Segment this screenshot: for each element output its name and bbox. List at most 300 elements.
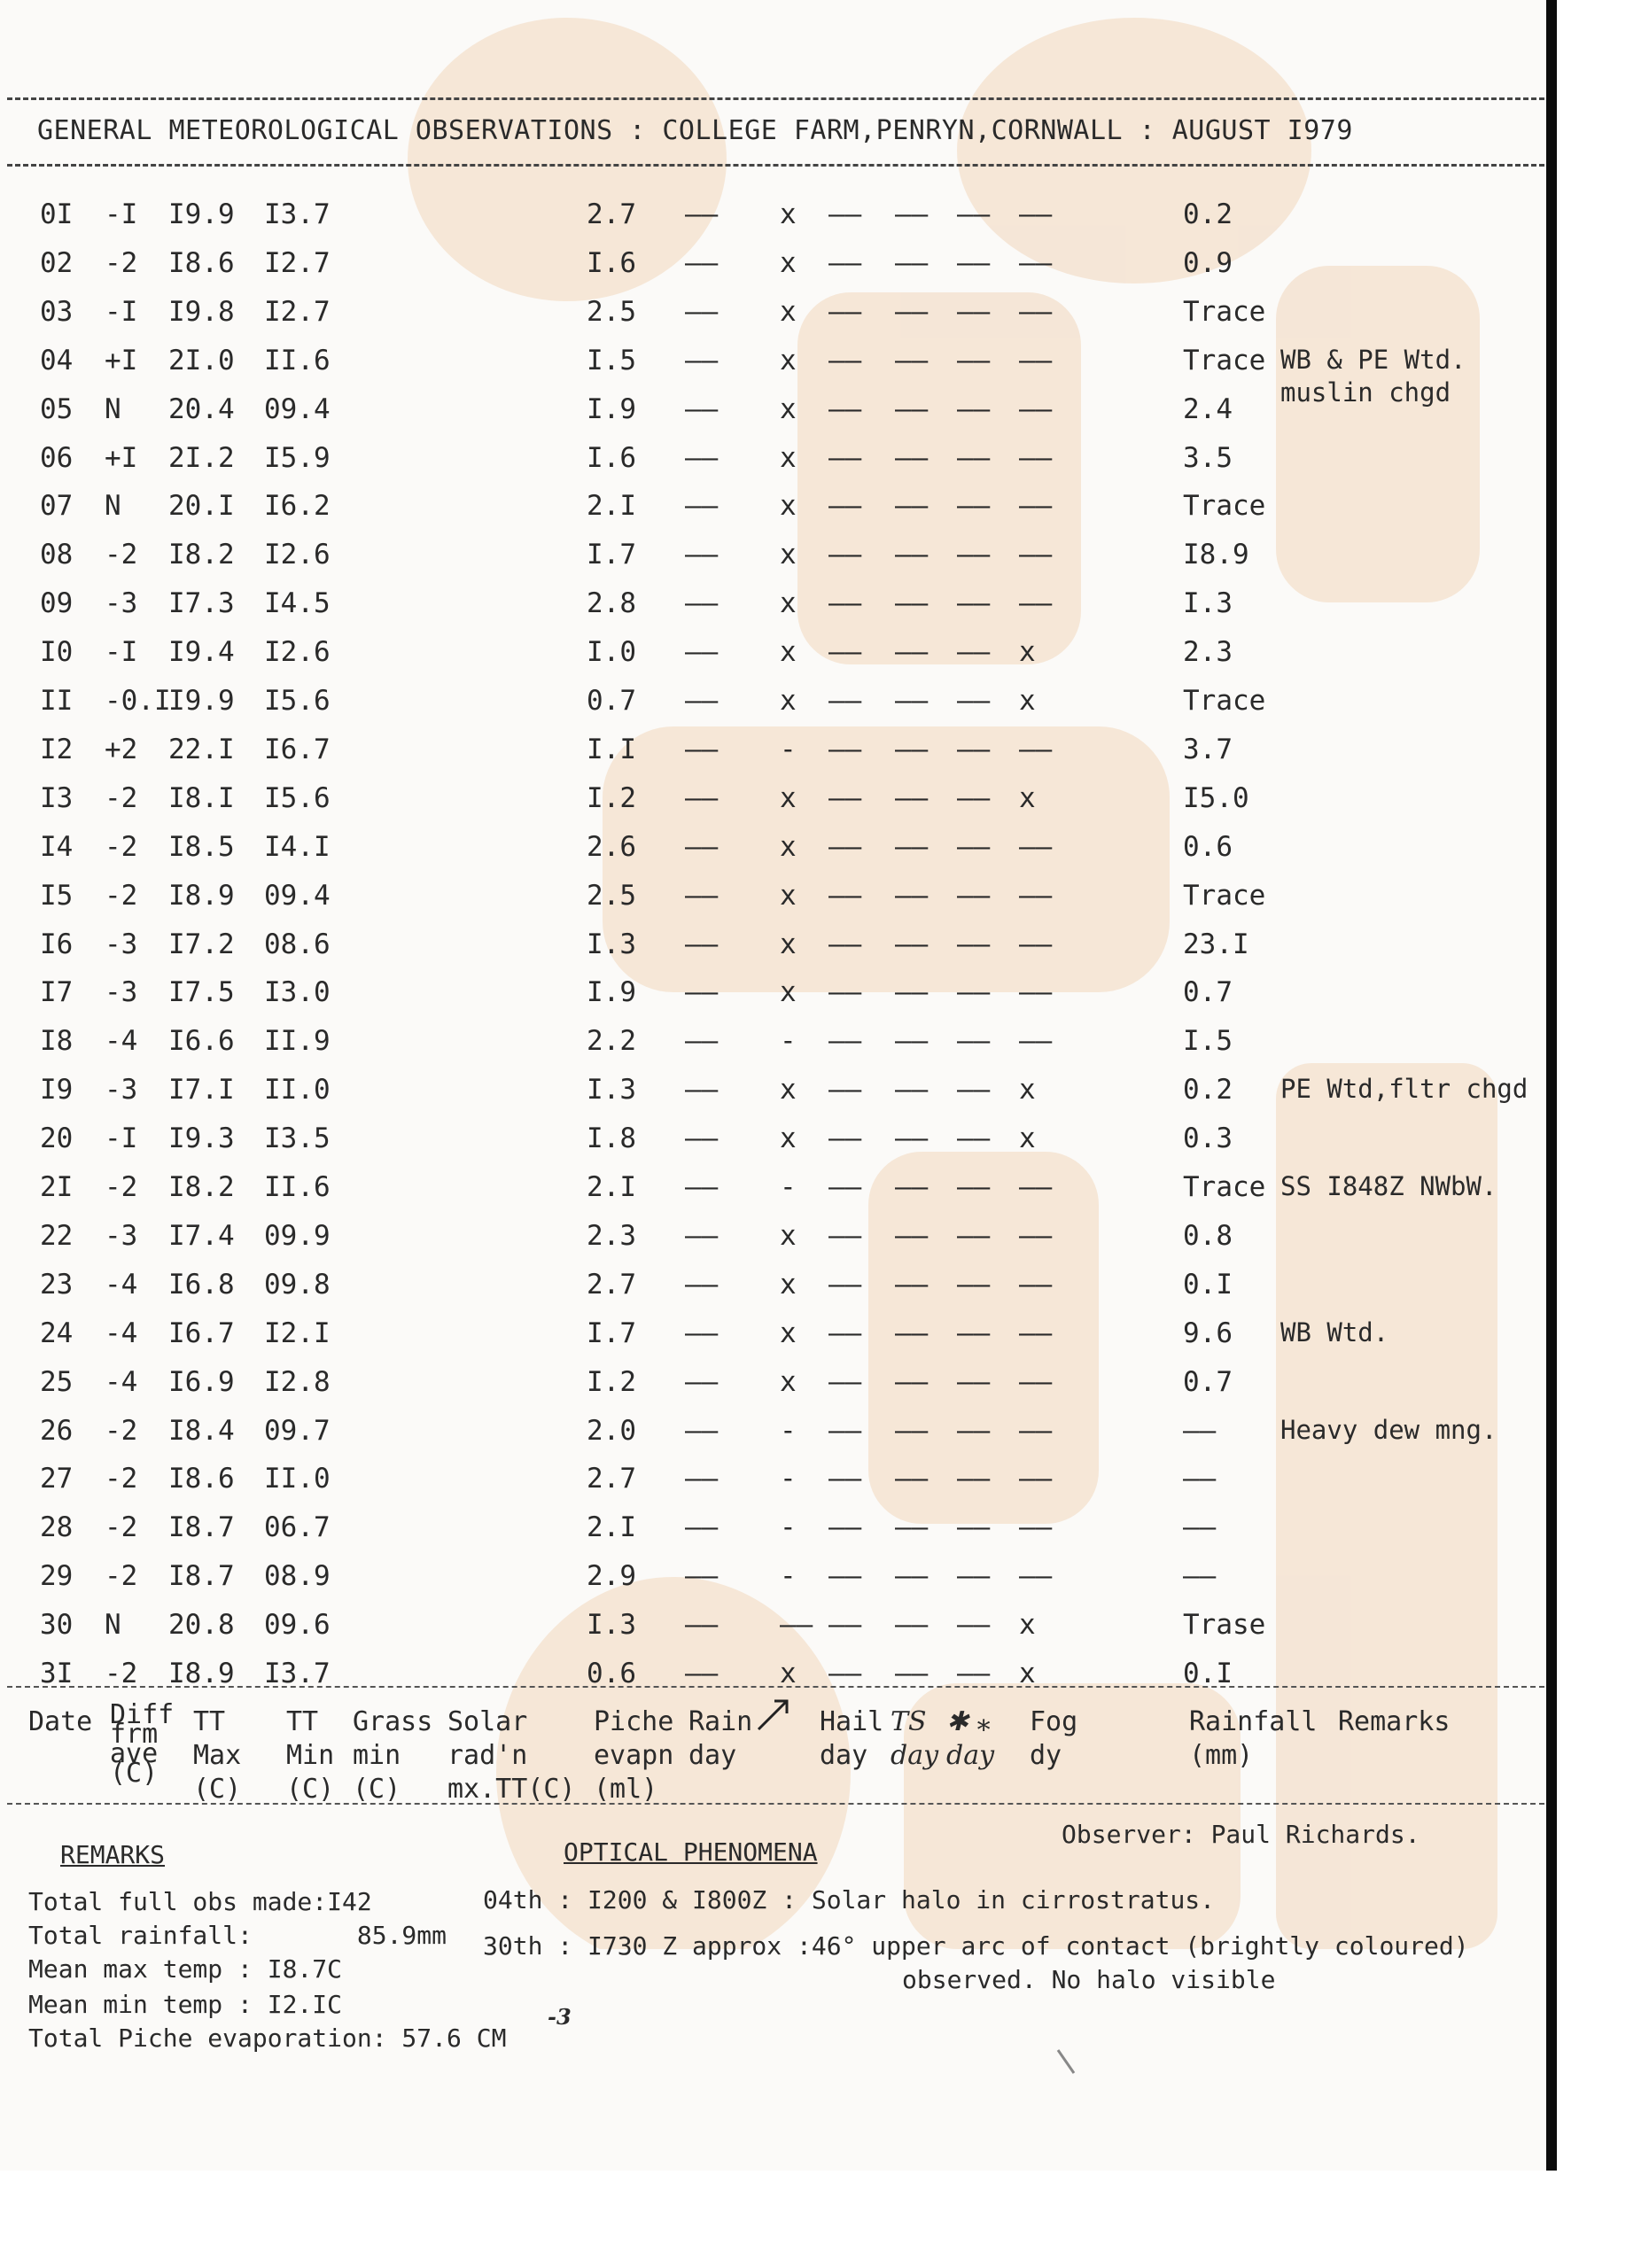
cell-hail: x: [780, 198, 797, 230]
cell-max: 20.I: [168, 490, 235, 523]
cell-fog: x: [1019, 1658, 1036, 1689]
cell-date: 24: [40, 1317, 74, 1349]
page-title: GENERAL METEOROLOGICAL OBSERVATIONS : COLLEGE FARM,PENRYN,CORNWALL : AUGUST I979: [37, 115, 1353, 146]
cell-rain: ——: [685, 1171, 719, 1203]
cell-hail: x: [780, 685, 797, 717]
cell-rain: ——: [685, 441, 719, 474]
cell-hail: x: [780, 587, 797, 620]
cell-rainfall: 2.4: [1183, 392, 1233, 425]
arrow-icon: [753, 1694, 793, 1734]
header-snow: ✱ ⁎ day: [946, 1706, 995, 1771]
cell-rainfall: ——: [1183, 1463, 1217, 1495]
header-diff: Diff frm ave (C): [110, 1699, 175, 1789]
cell-rain: ——: [685, 1268, 719, 1301]
cell-piche: 2.7: [587, 1268, 636, 1301]
cell-piche: I.3: [587, 1609, 636, 1642]
total-full-obs: Total full obs made:I42: [28, 1887, 372, 1916]
header-rainfall: Rainfall (mm): [1189, 1706, 1318, 1771]
cell-remarks: muslin chgd: [1280, 377, 1451, 408]
cell-c1: ——: [828, 539, 862, 571]
cell-c2: ——: [895, 636, 929, 669]
cell-c2: ——: [895, 781, 929, 814]
cell-c1: ——: [828, 295, 862, 328]
cell-piche: I.6: [587, 441, 636, 474]
cell-max: I6.6: [168, 1025, 235, 1058]
cell-min: 08.9: [264, 1560, 331, 1593]
cell-date: I2: [40, 733, 74, 765]
cell-max: I8.2: [168, 539, 235, 571]
cell-fog: x: [1019, 1609, 1036, 1642]
cell-c1: ——: [828, 733, 862, 765]
cell-rain: ——: [685, 636, 719, 669]
cell-c3: ——: [957, 1365, 991, 1398]
cell-rainfall: I.5: [1183, 1025, 1233, 1058]
cell-hail: x: [780, 1268, 797, 1301]
optical-line-2: 30th : I730 Z approx :46° upper arc of contact (brightly coloured): [483, 1931, 1469, 1961]
cell-c3: ——: [957, 879, 991, 912]
cell-piche: I.9: [587, 976, 636, 1009]
cell-c3: ——: [957, 295, 991, 328]
cell-fog: ——: [1019, 198, 1053, 230]
cell-hail: -: [780, 1414, 797, 1447]
cell-piche: I.7: [587, 539, 636, 571]
cell-diff: -4: [105, 1317, 138, 1349]
cell-min: I2.7: [264, 295, 331, 328]
cell-hail: x: [780, 1658, 797, 1689]
cell-c2: ——: [895, 879, 929, 912]
cell-rain: ——: [685, 392, 719, 425]
cell-max: 20.4: [168, 392, 235, 425]
cell-c2: ——: [895, 1025, 929, 1058]
cell-fog: ——: [1019, 344, 1053, 377]
cell-hail: -: [780, 1025, 797, 1058]
cell-min: I5.6: [264, 781, 331, 814]
cell-c3: ——: [957, 1122, 991, 1155]
cell-fog: ——: [1019, 1219, 1053, 1252]
cell-min: I3.7: [264, 198, 331, 230]
cell-min: I2.I: [264, 1317, 331, 1349]
cell-rainfall: Trase: [1183, 1609, 1266, 1642]
total-rainfall: Total rainfall: 85.9mm: [28, 1921, 447, 1950]
cell-rainfall: I5.0: [1183, 781, 1249, 814]
cell-c2: ——: [895, 1171, 929, 1203]
cell-rainfall: 0.I: [1183, 1268, 1233, 1301]
cell-c1: ——: [828, 1219, 862, 1252]
cell-hail: x: [780, 246, 797, 279]
cell-fog: x: [1019, 636, 1036, 669]
cell-c1: ——: [828, 1122, 862, 1155]
cell-rain: ——: [685, 539, 719, 571]
total-piche-evaporation: Total Piche evaporation: 57.6 CM: [28, 2023, 507, 2053]
cell-max: 20.8: [168, 1609, 235, 1642]
cell-diff: -4: [105, 1025, 138, 1058]
cell-remarks: Heavy dew mng.: [1280, 1414, 1497, 1445]
header-solar: Solar rad'n mx.TT(C): [447, 1706, 576, 1805]
cell-fog: ——: [1019, 1511, 1053, 1544]
cell-min: I6.2: [264, 490, 331, 523]
cell-rainfall: 0.2: [1183, 1074, 1233, 1107]
cell-max: I9.9: [168, 685, 235, 717]
remarks-title: REMARKS: [60, 1840, 166, 1869]
cell-fog: ——: [1019, 1268, 1053, 1301]
cell-c3: ——: [957, 928, 991, 960]
cell-diff: -4: [105, 1365, 138, 1398]
cell-c3: ——: [957, 685, 991, 717]
cell-max: 2I.0: [168, 344, 235, 377]
cell-rain: ——: [685, 733, 719, 765]
cell-min: II.6: [264, 1171, 331, 1203]
cell-hail: -: [780, 1463, 797, 1495]
cell-rainfall: Trace: [1183, 490, 1266, 523]
cell-hail: x: [780, 636, 797, 669]
cell-rainfall: ——: [1183, 1511, 1217, 1544]
cell-c1: ——: [828, 1317, 862, 1349]
cell-hail: x: [780, 830, 797, 863]
cell-rainfall: Trace: [1183, 685, 1266, 717]
cell-min: I2.6: [264, 636, 331, 669]
cell-date: 26: [40, 1414, 74, 1447]
cell-c2: ——: [895, 246, 929, 279]
cell-c2: ——: [895, 928, 929, 960]
cell-diff: -0.I: [105, 685, 171, 717]
cell-c3: ——: [957, 1317, 991, 1349]
cell-piche: I.0: [587, 636, 636, 669]
cell-rainfall: 9.6: [1183, 1317, 1233, 1349]
cell-c1: ——: [828, 636, 862, 669]
cell-diff: -I: [105, 295, 138, 328]
cell-c1: ——: [828, 685, 862, 717]
cell-max: I6.9: [168, 1365, 235, 1398]
cell-min: 09.8: [264, 1268, 331, 1301]
cell-date: 09: [40, 587, 74, 620]
cell-date: 06: [40, 441, 74, 474]
cell-c1: ——: [828, 1463, 862, 1495]
header-min: TT Min (C): [286, 1706, 335, 1805]
cell-c3: ——: [957, 781, 991, 814]
cell-rainfall: 0.8: [1183, 1219, 1233, 1252]
cell-piche: I.2: [587, 781, 636, 814]
cell-rain: ——: [685, 1025, 719, 1058]
cell-diff: -2: [105, 781, 138, 814]
cell-rainfall: 2.3: [1183, 636, 1233, 669]
cell-fog: ——: [1019, 928, 1053, 960]
cell-max: I8.6: [168, 246, 235, 279]
cell-fog: ——: [1019, 1025, 1053, 1058]
cell-rainfall: 0.7: [1183, 1365, 1233, 1398]
cell-rainfall: Trace: [1183, 1171, 1266, 1203]
cell-c1: ——: [828, 1414, 862, 1447]
cell-c1: ——: [828, 1171, 862, 1203]
cell-date: II: [40, 685, 74, 717]
cell-date: I9: [40, 1074, 74, 1107]
cell-piche: 2.8: [587, 587, 636, 620]
cell-diff: -2: [105, 1463, 138, 1495]
cell-diff: N: [105, 1609, 121, 1642]
cell-piche: I.I: [587, 733, 636, 765]
cell-date: I6: [40, 928, 74, 960]
cell-date: 08: [40, 539, 74, 571]
cell-piche: 2.7: [587, 198, 636, 230]
cell-c3: ——: [957, 1658, 991, 1689]
cell-c1: ——: [828, 1365, 862, 1398]
cell-diff: -4: [105, 1268, 138, 1301]
cell-c2: ——: [895, 587, 929, 620]
optical-line-3: observed. No halo visible: [902, 1965, 1276, 1994]
cell-min: I5.6: [264, 685, 331, 717]
cell-diff: +I: [105, 441, 138, 474]
cell-piche: I.7: [587, 1317, 636, 1349]
cell-c1: ——: [828, 198, 862, 230]
cell-rain: ——: [685, 1658, 719, 1689]
cell-rain: ——: [685, 295, 719, 328]
cell-fog: ——: [1019, 879, 1053, 912]
cell-rain: ——: [685, 879, 719, 912]
cell-date: 27: [40, 1463, 74, 1495]
cell-rain: ——: [685, 198, 719, 230]
title-rule: [7, 164, 1544, 167]
cell-c2: ——: [895, 1658, 929, 1689]
cell-date: 25: [40, 1365, 74, 1398]
cell-c3: ——: [957, 490, 991, 523]
cell-rainfall: Trace: [1183, 344, 1266, 377]
cell-piche: I.3: [587, 928, 636, 960]
cell-rainfall: 23.I: [1183, 928, 1249, 960]
cell-rain: ——: [685, 490, 719, 523]
cell-c1: ——: [828, 246, 862, 279]
cell-min: I4.I: [264, 830, 331, 863]
cell-diff: -2: [105, 1414, 138, 1447]
cell-hail: x: [780, 392, 797, 425]
cell-fog: ——: [1019, 976, 1053, 1009]
cell-fog: ——: [1019, 392, 1053, 425]
cell-rainfall: 3.5: [1183, 441, 1233, 474]
cell-min: II.9: [264, 1025, 331, 1058]
cell-date: I5: [40, 879, 74, 912]
cell-min: I3.7: [264, 1658, 331, 1689]
cell-fog: ——: [1019, 1365, 1053, 1398]
cell-c1: ——: [828, 781, 862, 814]
cell-rainfall: Trace: [1183, 295, 1266, 328]
cell-piche: I.9: [587, 392, 636, 425]
cell-c1: ——: [828, 1609, 862, 1642]
cell-c2: ——: [895, 1268, 929, 1301]
cell-max: I8.7: [168, 1511, 235, 1544]
cell-rainfall: ——: [1183, 1560, 1217, 1593]
cell-fog: ——: [1019, 246, 1053, 279]
cell-piche: 2.I: [587, 490, 636, 523]
cell-c2: ——: [895, 344, 929, 377]
cell-fog: ——: [1019, 441, 1053, 474]
cell-c1: ——: [828, 879, 862, 912]
cell-c3: ——: [957, 636, 991, 669]
cell-date: 22: [40, 1219, 74, 1252]
cell-piche: 2.I: [587, 1171, 636, 1203]
cell-hail: x: [780, 781, 797, 814]
cell-fog: x: [1019, 781, 1036, 814]
cell-rainfall: I.3: [1183, 587, 1233, 620]
cell-diff: -2: [105, 1511, 138, 1544]
optical-title: OPTICAL PHENOMENA: [564, 1837, 818, 1867]
cell-c2: ——: [895, 441, 929, 474]
cell-max: I8.6: [168, 1463, 235, 1495]
show-through-watermark: [337, 0, 1542, 1949]
cell-hail: ——: [780, 1609, 813, 1642]
header-ts: TS day: [891, 1706, 939, 1771]
cell-max: I8.4: [168, 1414, 235, 1447]
cell-hail: x: [780, 295, 797, 328]
cell-max: I7.I: [168, 1074, 235, 1107]
cell-hail: x: [780, 1317, 797, 1349]
cell-rain: ——: [685, 1560, 719, 1593]
cell-rainfall: 0.I: [1183, 1658, 1233, 1689]
cell-fog: ——: [1019, 1171, 1053, 1203]
header-remarks: Remarks: [1338, 1706, 1451, 1737]
cell-date: I7: [40, 976, 74, 1009]
cell-fog: x: [1019, 1122, 1036, 1155]
optical-line-1: 04th : I200 & I800Z : Solar halo in cirrostratus.: [483, 1885, 1216, 1915]
header-grass: Grass min (C): [353, 1706, 433, 1805]
header-piche: Piche evapn (ml): [594, 1706, 674, 1805]
cell-rain: ——: [685, 1414, 719, 1447]
cell-c2: ——: [895, 490, 929, 523]
cell-c2: ——: [895, 685, 929, 717]
cell-fog: ——: [1019, 1463, 1053, 1495]
cell-min: I3.0: [264, 976, 331, 1009]
cell-piche: 2.3: [587, 1219, 636, 1252]
cell-date: I3: [40, 781, 74, 814]
cell-max: I7.3: [168, 587, 235, 620]
cell-hail: x: [780, 879, 797, 912]
cell-max: I7.5: [168, 976, 235, 1009]
cell-rain: ——: [685, 246, 719, 279]
cell-min: II.0: [264, 1463, 331, 1495]
cell-c3: ——: [957, 1074, 991, 1107]
cell-c2: ——: [895, 295, 929, 328]
cell-rain: ——: [685, 830, 719, 863]
cell-remarks: PE Wtd,fltr chgd: [1280, 1074, 1528, 1105]
cell-c2: ——: [895, 1074, 929, 1107]
cell-max: I8.2: [168, 1171, 235, 1203]
header-fog: Fog dy: [1030, 1706, 1078, 1771]
cell-c1: ——: [828, 1025, 862, 1058]
cell-date: I8: [40, 1025, 74, 1058]
cell-piche: 2.9: [587, 1560, 636, 1593]
cell-max: I9.4: [168, 636, 235, 669]
cell-hail: x: [780, 1074, 797, 1107]
cell-fog: x: [1019, 1074, 1036, 1107]
cell-date: 29: [40, 1560, 74, 1593]
cell-min: 09.9: [264, 1219, 331, 1252]
cell-fog: ——: [1019, 1317, 1053, 1349]
cell-diff: -3: [105, 1074, 138, 1107]
cell-piche: I.8: [587, 1122, 636, 1155]
cell-c1: ——: [828, 1074, 862, 1107]
cell-hail: x: [780, 928, 797, 960]
cell-date: 23: [40, 1268, 74, 1301]
cell-c2: ——: [895, 1365, 929, 1398]
cell-date: 0I: [40, 198, 74, 230]
cell-c2: ——: [895, 976, 929, 1009]
cell-rainfall: 0.7: [1183, 976, 1233, 1009]
cell-diff: -2: [105, 830, 138, 863]
cell-hail: x: [780, 539, 797, 571]
cell-diff: -I: [105, 1122, 138, 1155]
cell-fog: x: [1019, 685, 1036, 717]
cell-diff: -I: [105, 636, 138, 669]
cell-remarks: SS I848Z NWbW.: [1280, 1171, 1497, 1201]
cell-c1: ——: [828, 976, 862, 1009]
cell-max: I9.9: [168, 198, 235, 230]
cell-diff: +I: [105, 344, 138, 377]
observer: Observer: Paul Richards.: [1062, 1820, 1420, 1849]
cell-date: 20: [40, 1122, 74, 1155]
cell-min: 06.7: [264, 1511, 331, 1544]
cell-piche: 2.5: [587, 879, 636, 912]
cell-c3: ——: [957, 1511, 991, 1544]
cell-c1: ——: [828, 392, 862, 425]
cell-min: I6.7: [264, 733, 331, 765]
cell-c2: ——: [895, 1317, 929, 1349]
cell-hail: x: [780, 490, 797, 523]
cell-rain: ——: [685, 781, 719, 814]
cell-diff: -2: [105, 879, 138, 912]
cell-c3: ——: [957, 976, 991, 1009]
cell-c2: ——: [895, 392, 929, 425]
cell-rain: ——: [685, 685, 719, 717]
cell-fog: ——: [1019, 587, 1053, 620]
cell-piche: 0.6: [587, 1658, 636, 1689]
mean-max-temp: Mean max temp : I8.7C: [28, 1954, 343, 1984]
cell-c1: ——: [828, 1560, 862, 1593]
cell-min: I3.5: [264, 1122, 331, 1155]
cell-piche: 2.2: [587, 1025, 636, 1058]
cell-c3: ——: [957, 1414, 991, 1447]
cell-piche: 2.0: [587, 1414, 636, 1447]
cell-remarks: WB & PE Wtd.: [1280, 344, 1466, 375]
cell-max: I8.9: [168, 879, 235, 912]
cell-c2: ——: [895, 1511, 929, 1544]
cell-fog: ——: [1019, 733, 1053, 765]
cell-max: I8.5: [168, 830, 235, 863]
cell-fog: ——: [1019, 490, 1053, 523]
cell-max: I8.7: [168, 1560, 235, 1593]
cell-c3: ——: [957, 344, 991, 377]
cell-rain: ——: [685, 1463, 719, 1495]
cell-hail: -: [780, 1511, 797, 1544]
cell-c1: ——: [828, 928, 862, 960]
cell-c1: ——: [828, 490, 862, 523]
cell-rain: ——: [685, 344, 719, 377]
cell-min: I4.5: [264, 587, 331, 620]
cell-rainfall: 0.3: [1183, 1122, 1233, 1155]
cell-c2: ——: [895, 830, 929, 863]
cell-hail: x: [780, 976, 797, 1009]
cell-min: I2.8: [264, 1365, 331, 1398]
cell-rainfall: ——: [1183, 1414, 1217, 1447]
cell-rainfall: 0.2: [1183, 198, 1233, 230]
cell-c2: ——: [895, 1463, 929, 1495]
cell-diff: -2: [105, 1171, 138, 1203]
mean-min-temp: Mean min temp : I2.IC: [28, 1990, 343, 2019]
cell-c2: ——: [895, 1414, 929, 1447]
cell-hail: x: [780, 1219, 797, 1252]
cell-c1: ——: [828, 1268, 862, 1301]
cell-piche: 2.7: [587, 1463, 636, 1495]
cell-min: I2.7: [264, 246, 331, 279]
cell-rain: ——: [685, 1365, 719, 1398]
cell-c2: ——: [895, 1609, 929, 1642]
cell-rain: ——: [685, 1609, 719, 1642]
